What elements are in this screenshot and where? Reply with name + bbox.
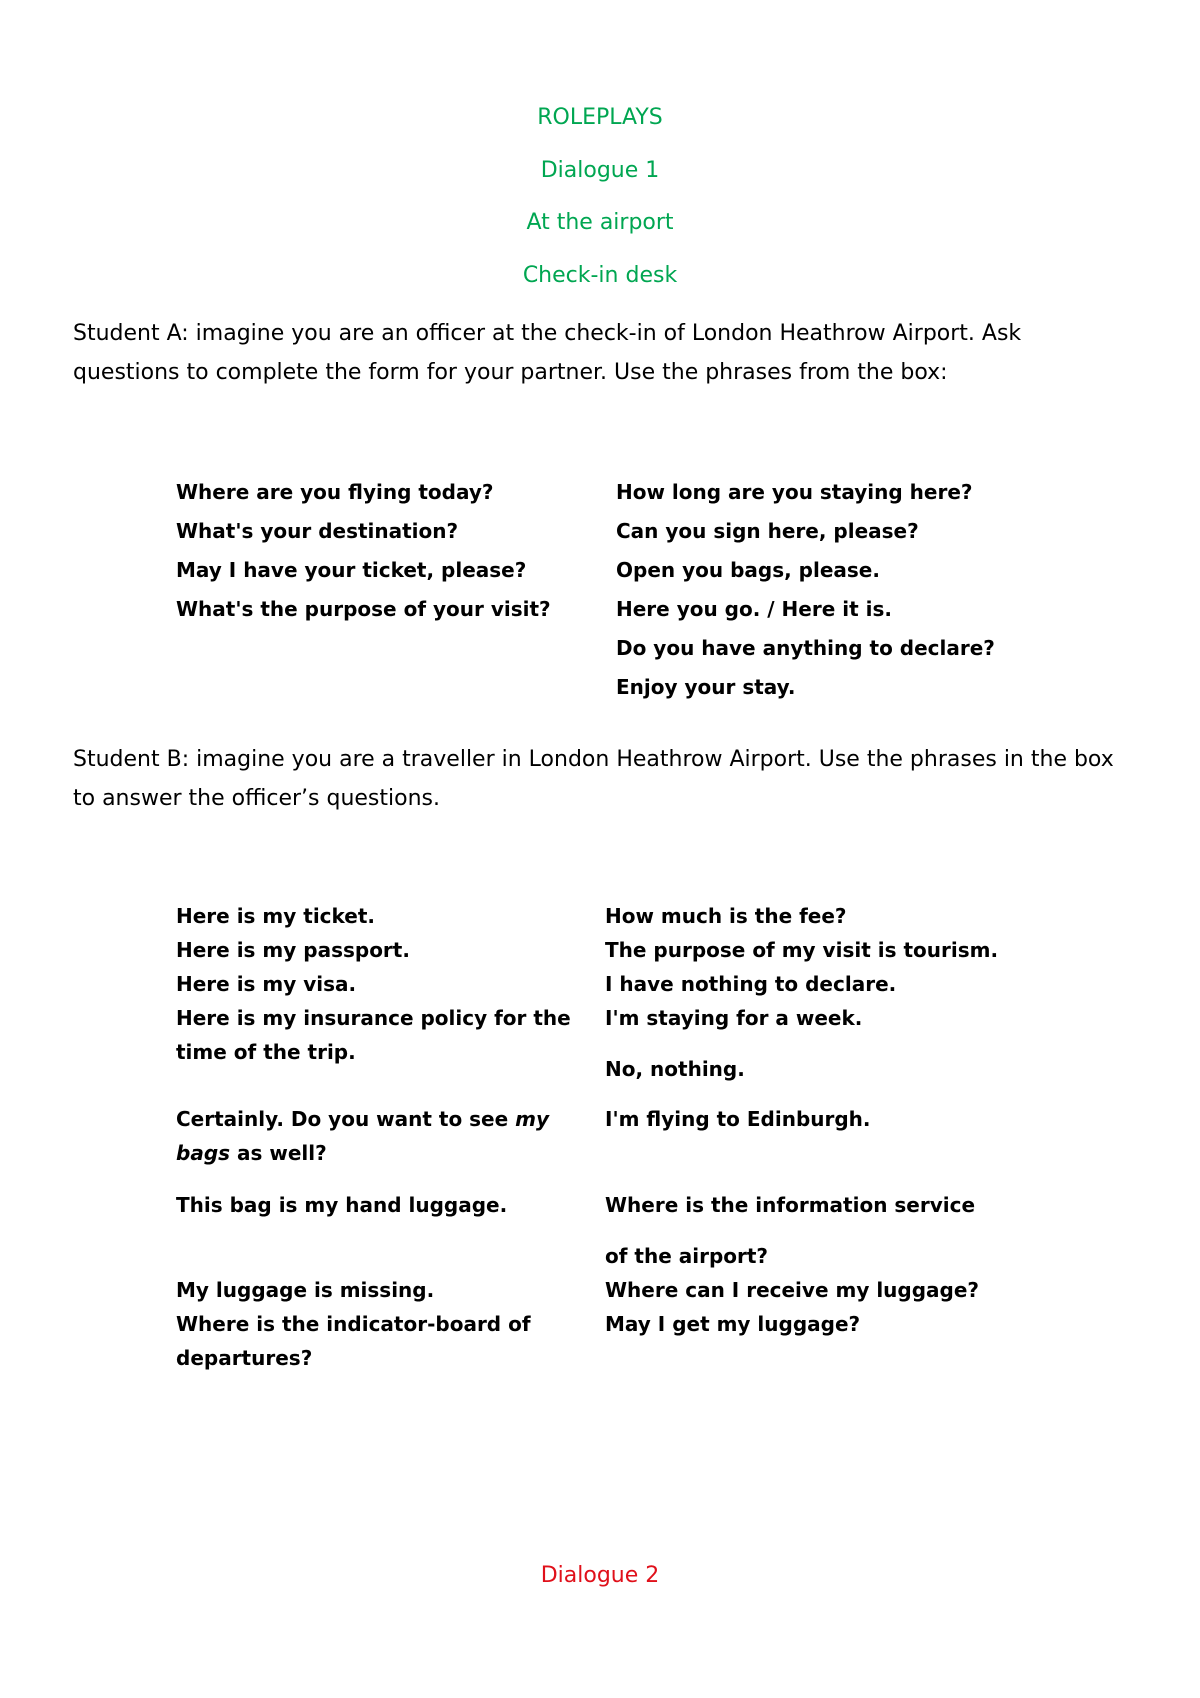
list-item: The purpose of my visit is tourism.: [605, 938, 999, 962]
list-item: Here you go. / Here it is.: [616, 597, 892, 621]
list-item: How much is the fee?: [605, 904, 847, 928]
list-item: of the airport?: [605, 1244, 769, 1268]
list-item: How long are you staying here?: [616, 480, 973, 504]
list-item: Here is my passport.: [176, 938, 410, 962]
list-item: Where are you flying today?: [176, 480, 494, 504]
list-item: Where is the indicator-board of departures?: [176, 1312, 531, 1370]
list-item: No, nothing.: [605, 1057, 745, 1081]
next-dialogue-heading: Dialogue 2: [540, 1563, 660, 1588]
list-item: Here is my insurance policy for the time of the trip.: [176, 1006, 571, 1064]
phrase-emphasis: bags: [176, 1141, 231, 1165]
list-item: I have nothing to declare.: [605, 972, 897, 996]
list-item: I'm staying for a week.: [605, 1006, 863, 1030]
list-item: My luggage is missing.: [176, 1278, 435, 1302]
desk-heading: Check-in desk: [522, 263, 678, 288]
list-item: Do you have anything to declare?: [616, 636, 995, 660]
list-item: Where is the information service: [605, 1193, 976, 1217]
list-item: I'm flying to Edinburgh.: [605, 1107, 871, 1131]
list-item: Here is my ticket.: [176, 904, 376, 928]
list-item: This bag is my hand luggage.: [176, 1193, 508, 1217]
page-title: ROLEPLAYS: [537, 105, 663, 130]
list-item: What's your destination?: [176, 519, 459, 543]
list-item: May I have your ticket, please?: [176, 558, 527, 582]
dialogue-heading: Dialogue 1: [540, 158, 660, 183]
student-a-instructions: Student A: imagine you are an officer at the check-in of London Heathrow Airport. Ask questions to complete the form for your partner. Use the phrases from the box:: [73, 321, 1022, 385]
list-item: Where can I receive my luggage?: [605, 1278, 980, 1302]
list-item: Here is my visa.: [176, 972, 357, 996]
list-item: Enjoy your stay.: [616, 675, 796, 699]
phrase-text: Certainly. Do you want to see: [176, 1107, 509, 1131]
list-item: [176, 1102, 586, 1170]
phrase-text: as well?: [237, 1141, 327, 1165]
list-item: Open you bags, please.: [616, 558, 880, 582]
list-item: What's the purpose of your visit?: [176, 597, 551, 621]
phrase-emphasis: my: [515, 1107, 550, 1131]
list-item: Can you sign here, please?: [616, 519, 919, 543]
student-b-instructions: Student B: imagine you are a traveller in London Heathrow Airport. Use the phrases in the box to answer the officer’s questions.: [73, 747, 1114, 811]
list-item: May I get my luggage?: [605, 1312, 861, 1336]
location-heading: At the airport: [526, 210, 674, 235]
